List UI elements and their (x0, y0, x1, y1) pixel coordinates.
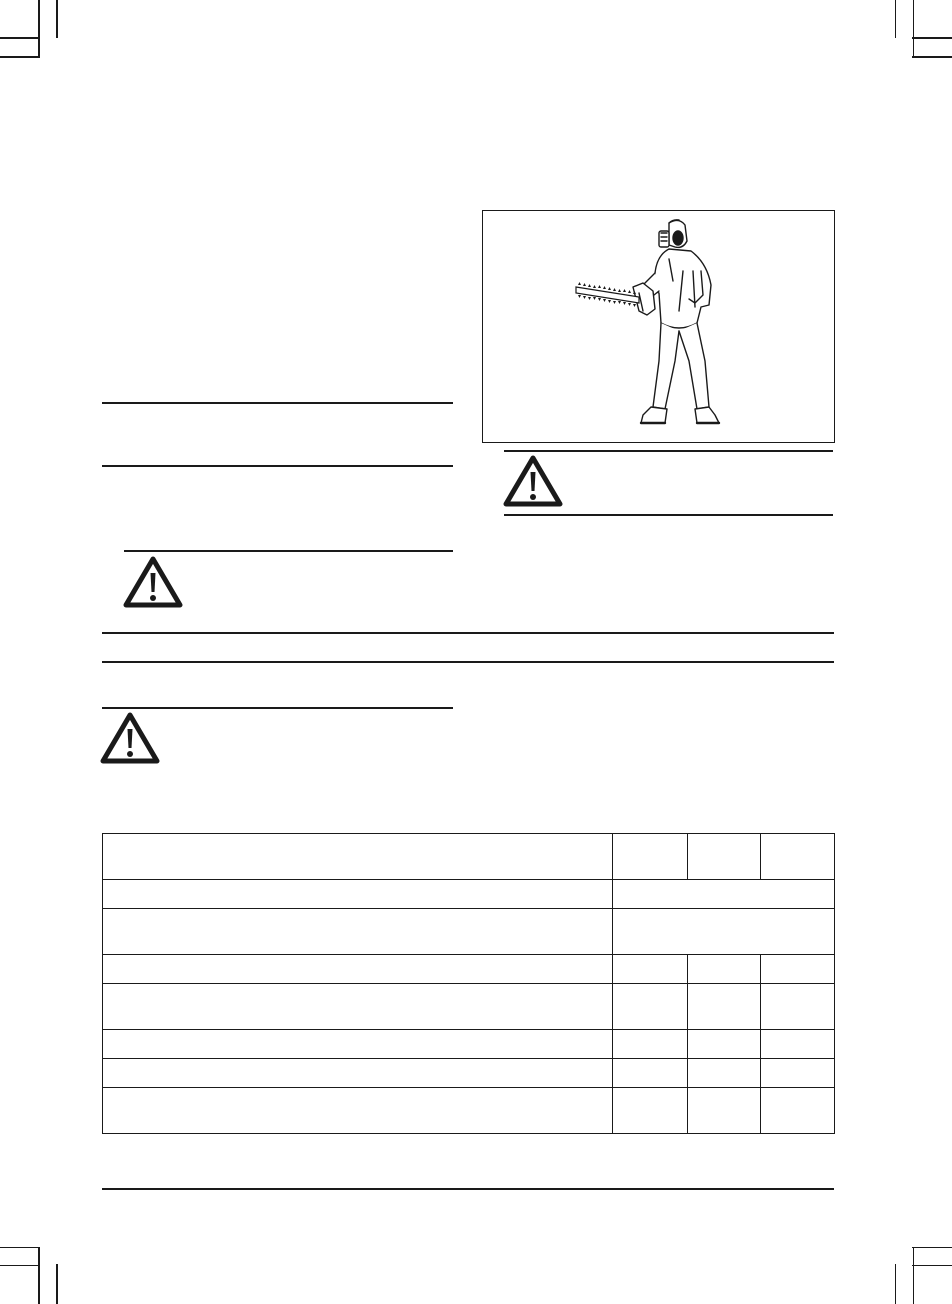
table-cell (613, 1059, 688, 1088)
table-cell (613, 909, 835, 955)
table-cell (613, 880, 835, 909)
warning-triangle-icon (123, 556, 183, 608)
crop-mark (38, 0, 40, 56)
table-cell (688, 1030, 761, 1059)
table-cell (688, 984, 761, 1030)
table-cell (761, 834, 835, 880)
crop-mark (912, 56, 952, 58)
table-row (103, 909, 835, 955)
section-rule (102, 402, 453, 404)
crop-mark (913, 0, 915, 56)
table-cell (761, 1059, 835, 1088)
table-cell (761, 984, 835, 1030)
section-rule (102, 465, 453, 467)
specification-table (102, 833, 835, 1134)
table-cell (103, 1088, 613, 1134)
table-cell (103, 834, 613, 880)
table-cell (613, 984, 688, 1030)
table-cell (688, 834, 761, 880)
table-row (103, 984, 835, 1030)
table-cell (761, 1030, 835, 1059)
table-cell (103, 1030, 613, 1059)
crop-mark (895, 0, 897, 38)
operator-with-hedge-trimmer-illustration (483, 211, 834, 442)
warning-rule (124, 550, 453, 552)
crop-mark (895, 1264, 897, 1304)
table-cell (103, 909, 613, 955)
table-row (103, 1030, 835, 1059)
crop-mark (913, 1248, 915, 1304)
table-cell (688, 955, 761, 984)
table-row (103, 955, 835, 984)
table-row (103, 1059, 835, 1088)
figure-frame (482, 210, 835, 443)
table-cell (613, 1030, 688, 1059)
footer-rule (102, 1188, 834, 1190)
crop-mark (0, 37, 40, 39)
crop-mark (0, 56, 40, 58)
table-cell (761, 955, 835, 984)
warning-triangle-icon (100, 712, 160, 764)
crop-mark (56, 0, 58, 38)
table-cell (103, 955, 613, 984)
table-cell (613, 955, 688, 984)
warning-rule (102, 707, 453, 709)
table-cell (103, 1059, 613, 1088)
table-cell (103, 984, 613, 1030)
warning-rule (504, 450, 833, 452)
table-cell (688, 1088, 761, 1134)
warning-triangle-icon (503, 455, 563, 507)
section-rule (102, 632, 834, 634)
crop-mark (912, 1247, 952, 1249)
table-row (103, 880, 835, 909)
table-cell (761, 1088, 835, 1134)
warning-rule (504, 514, 833, 516)
table-cell (103, 880, 613, 909)
crop-mark (0, 1247, 40, 1249)
crop-mark (56, 1264, 58, 1304)
crop-mark (912, 37, 952, 39)
section-rule (102, 661, 834, 663)
table-cell (613, 834, 688, 880)
table-row (103, 1088, 835, 1134)
table-header-row (103, 834, 835, 880)
table-cell (688, 1059, 761, 1088)
crop-mark (38, 1248, 40, 1304)
crop-mark (912, 1265, 952, 1267)
table-cell (613, 1088, 688, 1134)
crop-mark (0, 1265, 40, 1267)
